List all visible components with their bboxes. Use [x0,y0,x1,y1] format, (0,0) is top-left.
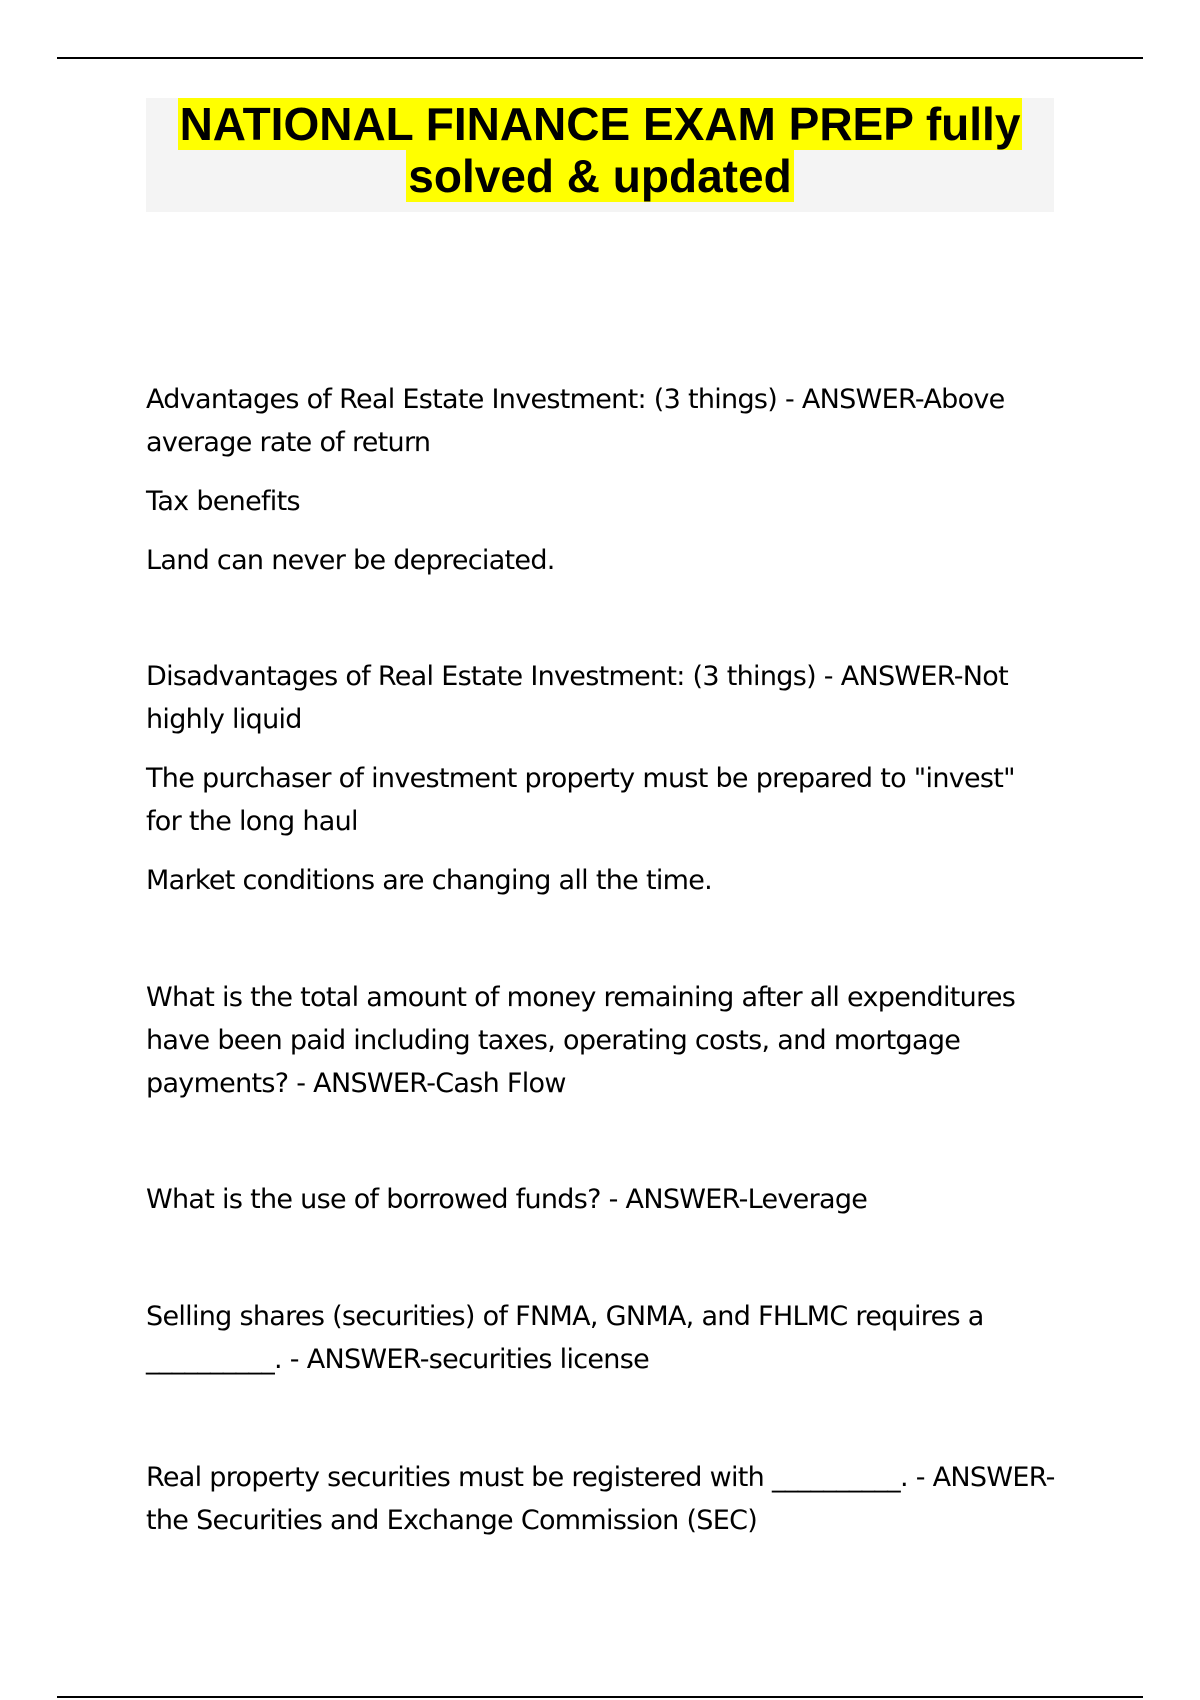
qa-question: Disadvantages of Real Estate Investment: (3 things) - ANSWER-Not highly liquid [146,661,1008,735]
qa-question: Real property securities must be registered with __________. - ANSWER-the Securities and Exchange Commission (SEC) [146,1462,1055,1536]
qa-item-1 [146,378,1056,598]
bottom-divider [57,1696,1143,1698]
qa-question: What is the use of borrowed funds? - ANSWER-Leverage [146,1184,868,1215]
qa-answer-line: Land can never be depreciated. [146,545,555,576]
qa-answer-line: The purchaser of investment property must be prepared to "invest" for the long haul [146,763,1015,837]
qa-question: Selling shares (securities) of FNMA, GNMA, and FHLMC requires a __________. - ANSWER-securities license [146,1301,984,1375]
qa-item-2 [146,655,1056,918]
title-line-2: solved & updated [408,150,792,202]
top-divider [57,57,1143,59]
qa-item-4 [146,1178,1056,1237]
title-line-1: NATIONAL FINANCE EXAM PREP fully [179,98,1021,150]
qa-question: What is the total amount of money remaining after all expenditures have been paid including taxes, operating costs, and mortgage payments? - ANSWER-Cash Flow [146,982,1016,1099]
document-title [146,98,1054,212]
qa-answer-line: Tax benefits [146,486,300,517]
qa-item-3 [146,976,1056,1121]
qa-question: Advantages of Real Estate Investment: (3 things) - ANSWER-Above average rate of return [146,384,1005,458]
qa-item-5 [146,1295,1056,1397]
qa-answer-line: Market conditions are changing all the time. [146,865,713,896]
qa-item-6 [146,1456,1056,1558]
